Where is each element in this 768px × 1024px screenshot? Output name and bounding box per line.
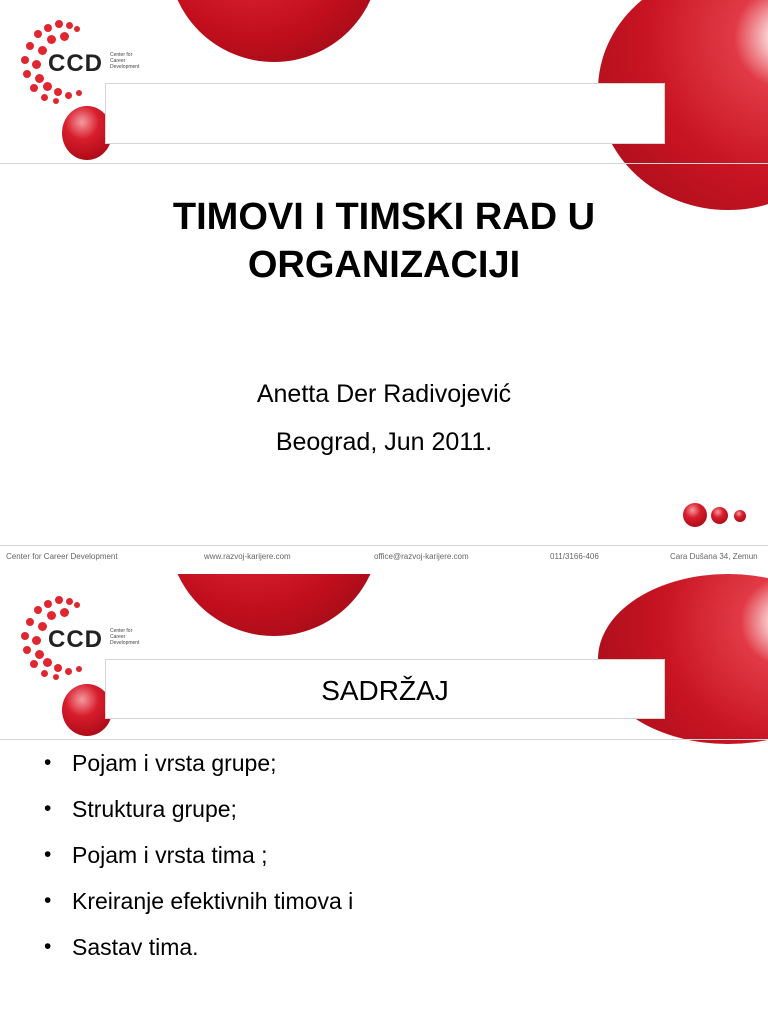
list-item (38, 842, 353, 888)
bullet-icon: • (44, 843, 52, 866)
contents-slide (0, 574, 768, 1024)
decorative-sphere-top (168, 574, 380, 636)
header-divider (0, 163, 768, 164)
list-item-text: Struktura grupe; (72, 796, 237, 822)
list-item-text: Kreiranje efektivnih timova i (72, 888, 354, 914)
header-divider (0, 739, 768, 740)
list-item (38, 934, 353, 980)
bullet-icon: • (44, 751, 52, 774)
logo-subtitle: Center for Career Development (110, 52, 140, 70)
footer-email: office@razvoj-karijere.com (374, 552, 469, 561)
list-item (38, 888, 353, 934)
bullet-icon: • (44, 935, 52, 958)
place-date: Beograd, Jun 2011. (275, 428, 493, 456)
list-item-text: Pojam i vrsta grupe; (72, 750, 277, 776)
presentation-title-line2: ORGANIZACIJI (247, 244, 521, 286)
list-item (38, 750, 353, 796)
logo-subtitle: Center for Career Development (110, 628, 140, 646)
bullet-icon: • (44, 797, 52, 820)
footer-contacts (0, 548, 768, 566)
list-item-text: Pojam i vrsta tima ; (72, 842, 268, 868)
decorative-sphere-top (168, 0, 380, 62)
footer-org: Center for Career Development (6, 552, 118, 561)
footer-web: www.razvoj-karijere.com (204, 552, 291, 561)
bullet-icon: • (44, 889, 52, 912)
author-name: Anetta Der Radivojević (256, 380, 512, 408)
list-item (38, 796, 353, 842)
footer-dot-1 (683, 503, 707, 527)
list-item-text: Sastav tima. (72, 934, 199, 960)
footer-dot-3 (734, 510, 746, 522)
header-box (105, 83, 665, 144)
footer-dot-2 (711, 507, 728, 524)
footer-phone: 011/3166-406 (550, 552, 599, 561)
logo-mark: CCD (48, 626, 103, 653)
footer-address: Cara Dušana 34, Zemun (670, 552, 758, 561)
logo-mark: CCD (48, 50, 103, 77)
contents-list (38, 750, 353, 980)
slide-title: SADRŽAJ (321, 675, 449, 706)
footer-divider (0, 545, 768, 546)
presentation-title-line1: TIMOVI I TIMSKI RAD U (172, 196, 596, 238)
